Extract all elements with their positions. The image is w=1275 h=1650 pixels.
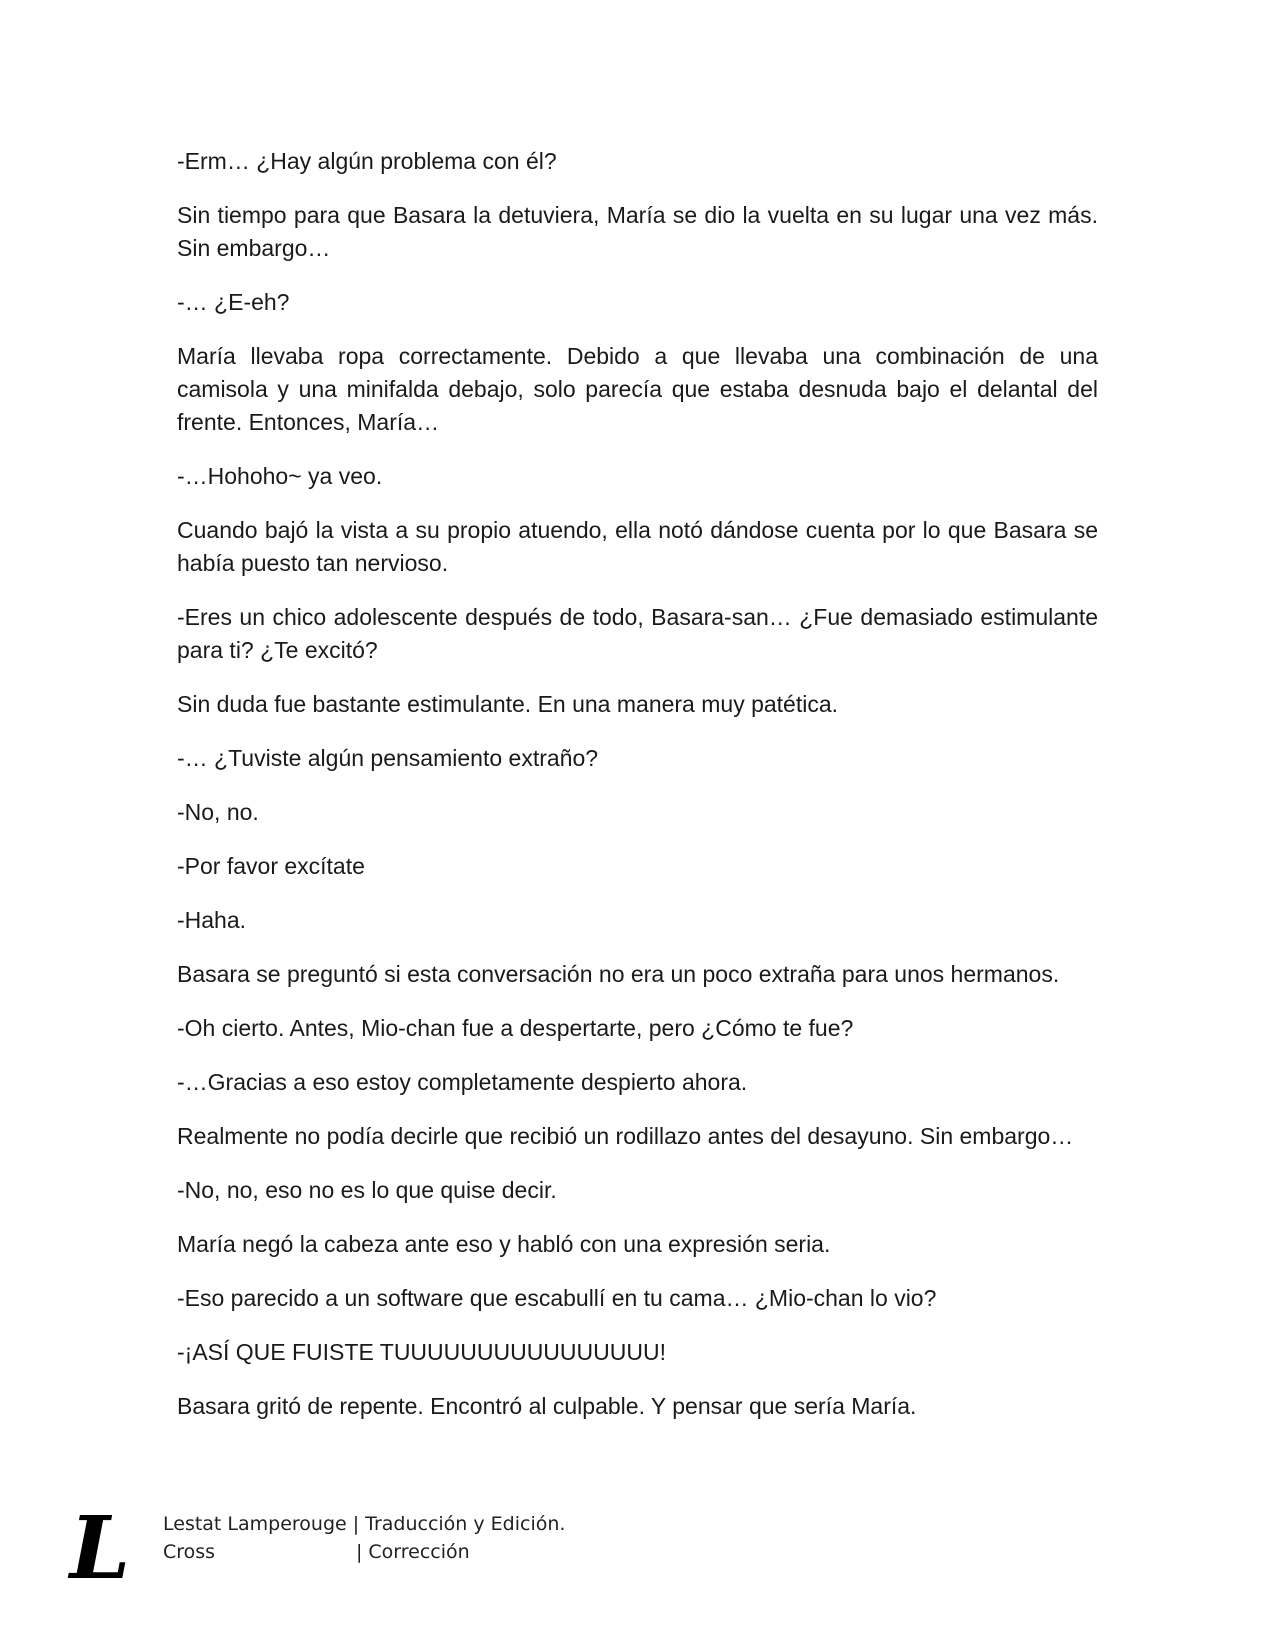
paragraph: -Por favor excítate: [177, 853, 365, 879]
paragraph: -No, no.: [177, 799, 259, 825]
paragraph: Basara se preguntó si esta conversación no era un poco extraña para unos hermanos.: [177, 961, 1060, 987]
paragraph: -Eres un chico adolescente después de todo, Basara-san… ¿Fue demasiado estimulante para ti? ¿Te excitó?: [177, 604, 1098, 663]
credit-role: Traducción y Edición.: [365, 1513, 566, 1535]
footer: [65, 1498, 765, 1599]
paragraph: Sin duda fue bastante estimulante. En una manera muy patética.: [177, 691, 839, 717]
credit-separator: |: [352, 1513, 360, 1535]
credit-row: [163, 1538, 565, 1566]
paragraph: -… ¿Tuviste algún pensamiento extraño?: [177, 745, 599, 771]
credit-separator: |: [356, 1541, 363, 1563]
paragraph: -Erm… ¿Hay algún problema con él?: [177, 148, 557, 174]
l-logo: L: [69, 1498, 131, 1599]
paragraph: María negó la cabeza ante eso y habló con una expresión seria.: [177, 1231, 831, 1257]
paragraph: -Oh cierto. Antes, Mio-chan fue a despertarte, pero ¿Cómo te fue?: [177, 1015, 854, 1041]
paragraph: Sin tiempo para que Basara la detuviera, María se dio la vuelta en su lugar una vez más. Sin embargo…: [177, 202, 1098, 261]
credit-name: Cross: [163, 1541, 216, 1563]
paragraph: -…Hohoho~ ya veo.: [177, 463, 383, 489]
paragraph: -… ¿E-eh?: [177, 289, 290, 315]
credit-row: [163, 1510, 565, 1538]
paragraph: Realmente no podía decirle que recibió un rodillazo antes del desayuno. Sin embargo…: [177, 1123, 1074, 1149]
credit-name: Lestat Lamperouge: [163, 1513, 347, 1535]
paragraph: Basara gritó de repente. Encontró al culpable. Y pensar que sería María.: [177, 1393, 917, 1419]
paragraph: Cuando bajó la vista a su propio atuendo, ella notó dándose cuenta por lo que Basara se había puesto tan nervioso.: [177, 517, 1098, 576]
paragraph: -Haha.: [177, 907, 247, 933]
paragraph: María llevaba ropa correctamente. Debido a que llevaba una combinación de una camisola y una minifalda debajo, solo parecía que estaba desnuda bajo el delantal del frente. Entonces, María…: [177, 343, 1098, 435]
paragraph: -¡ASÍ QUE FUISTE TUUUUUUUUUUUUUUUU!: [177, 1339, 666, 1365]
paragraph: -No, no, eso no es lo que quise decir.: [177, 1177, 557, 1203]
paragraph: -…Gracias a eso estoy completamente despierto ahora.: [177, 1069, 748, 1095]
credit-role: Corrección: [368, 1541, 470, 1563]
paragraph: -Eso parecido a un software que escabullí en tu cama… ¿Mio-chan lo vio?: [177, 1285, 937, 1311]
credits: [163, 1510, 565, 1566]
body-text: [177, 145, 1098, 1444]
